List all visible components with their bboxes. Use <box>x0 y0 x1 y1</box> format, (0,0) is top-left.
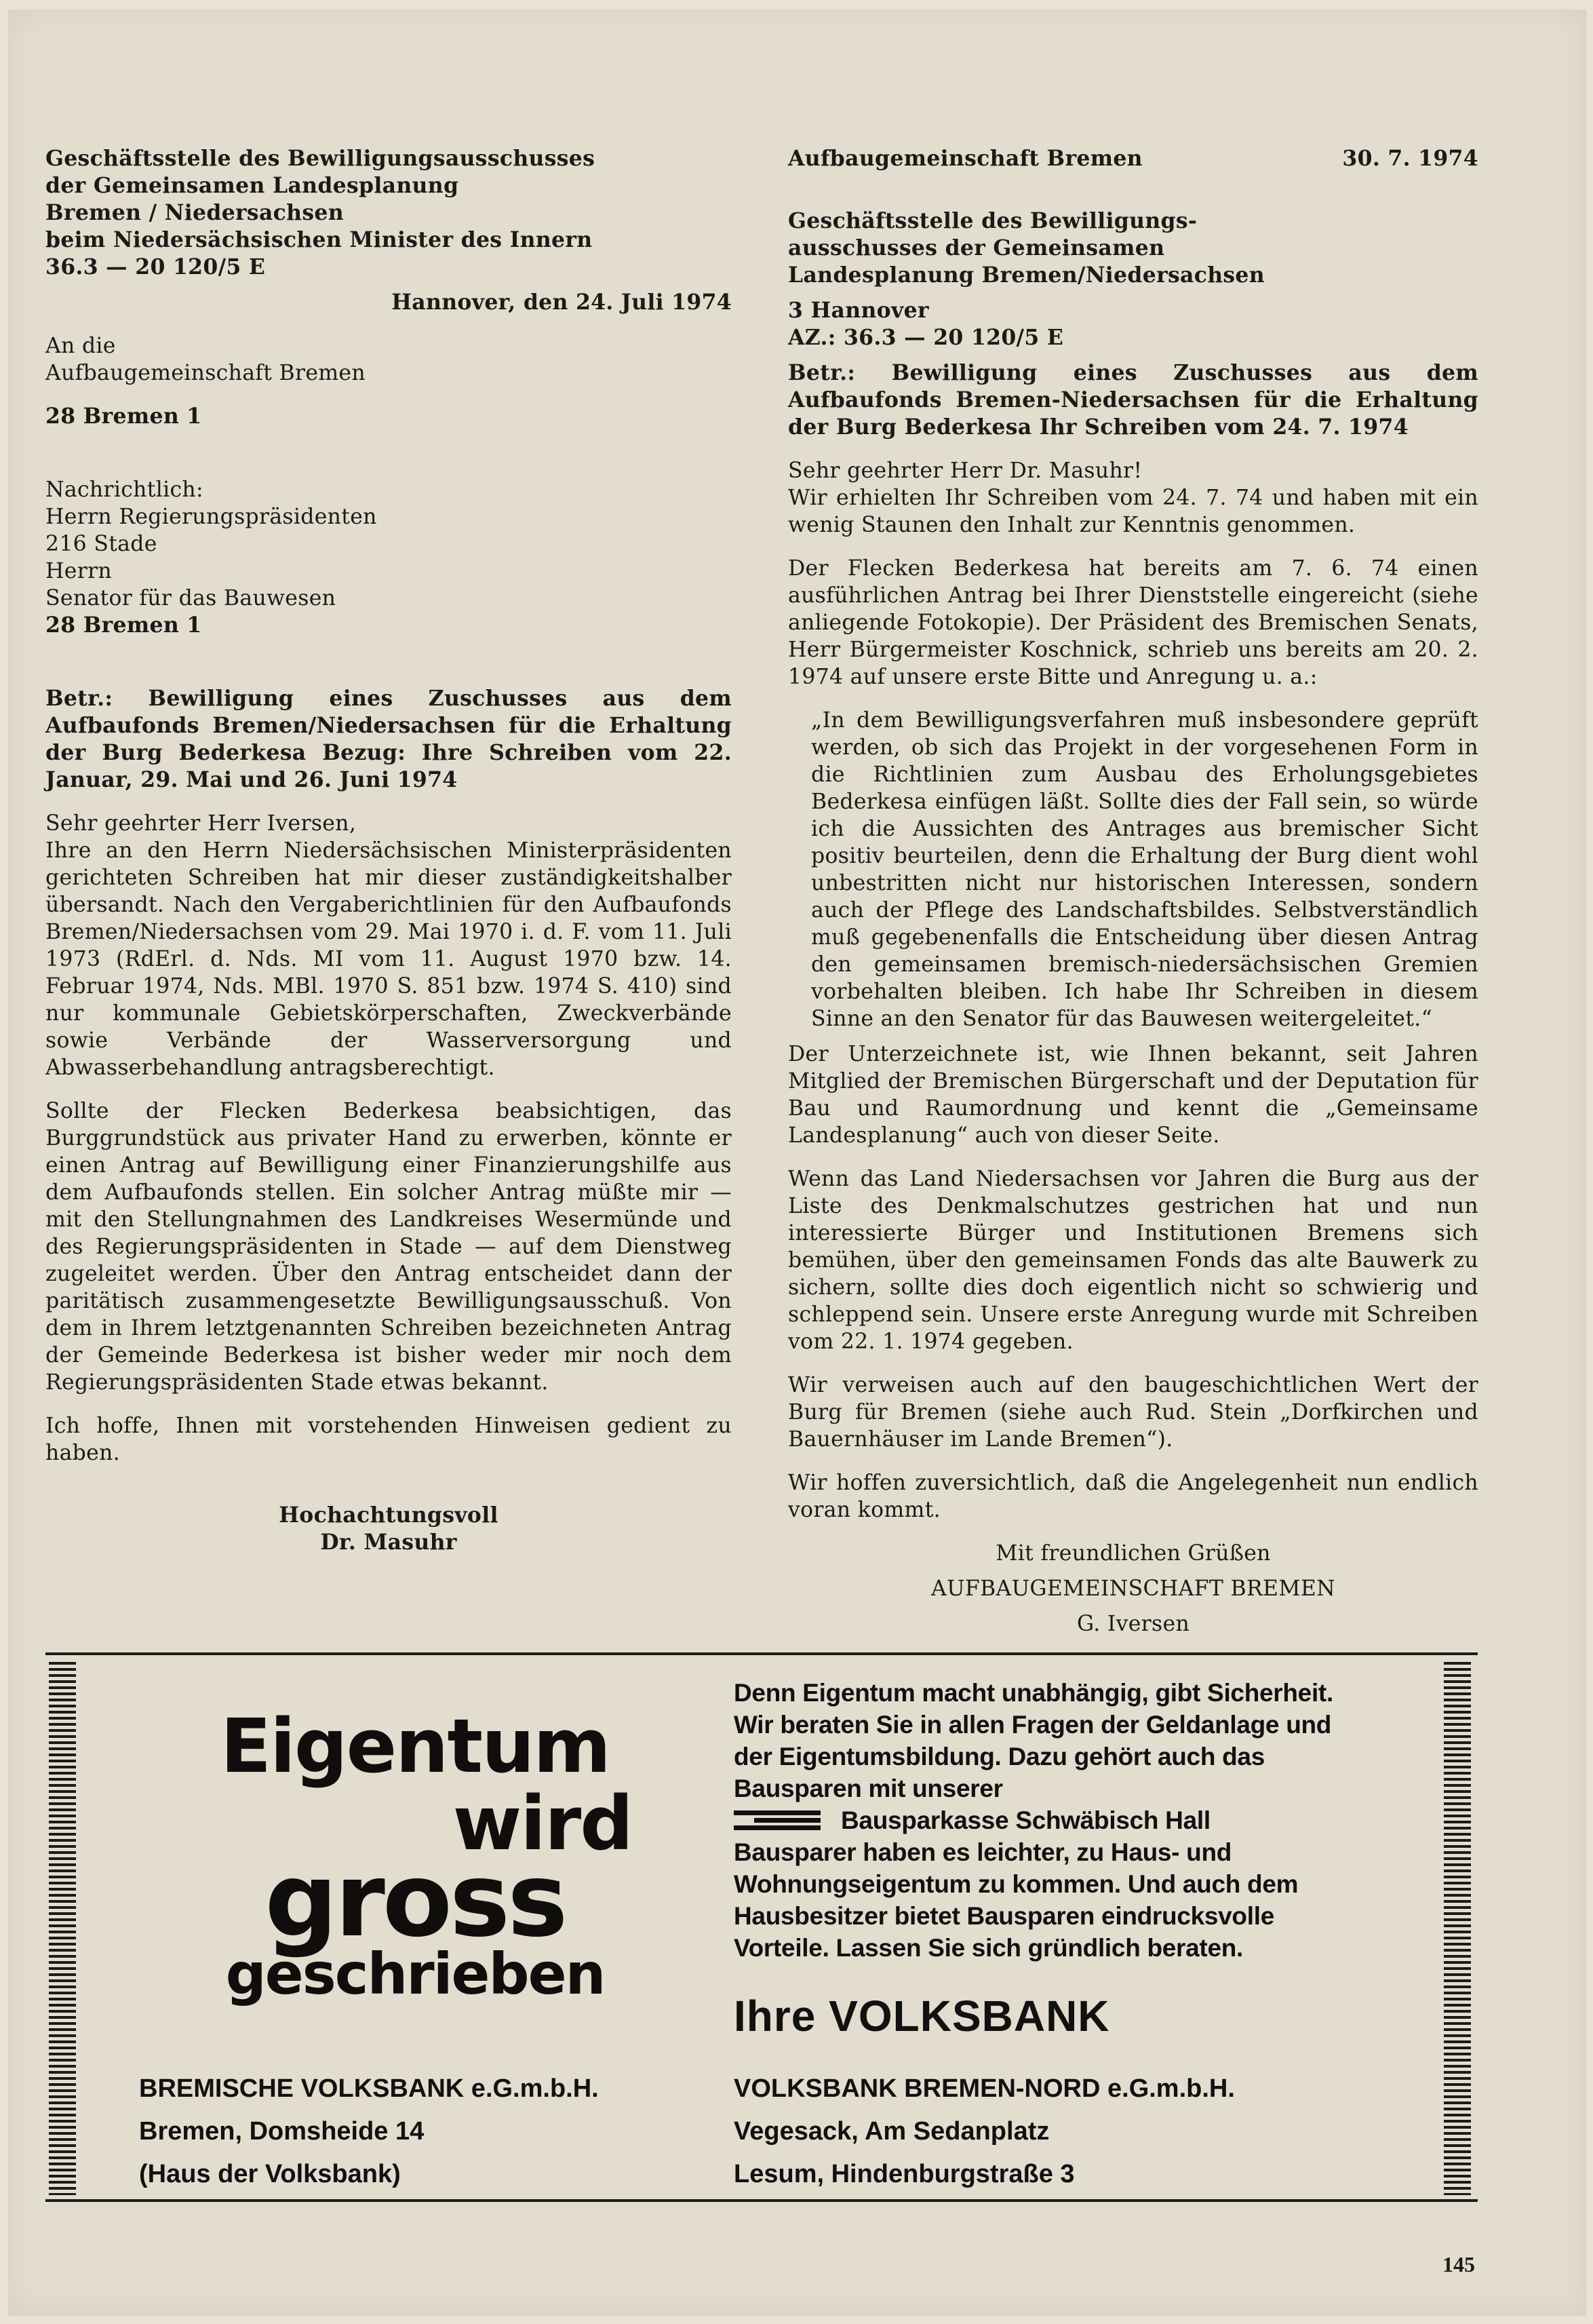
header-row <box>788 145 1478 172</box>
paragraph: Wir erhielten Ihr Schreiben vom 24. 7. 74 und haben mit ein wenig Staunen den Inhalt zur Kenntnis genommen. <box>788 486 1478 537</box>
bausparkasse-logo-icon <box>734 1809 821 1832</box>
recipient-city: 3 Hannover <box>788 298 929 323</box>
ad-copy-body: Bausparer haben es leichter, zu Haus- und Wohnungseigentum zu kommen. Und auch dem Hausbesitzer bietet Bausparen eindrucksvolle Vorteile. Lassen Sie sich gründlich beraten. <box>734 1838 1299 1962</box>
bausparkasse-name: Bausparkasse Schwäbisch Hall <box>841 1806 1211 1834</box>
cc-city: 28 Bremen 1 <box>45 613 202 638</box>
salutation: Sehr geehrter Herr Iversen, <box>45 811 357 836</box>
subject: Betr.: Bewilligung eines Zuschusses aus dem Aufbaufonds Bremen/Niedersachsen für die Erhaltung der Burg Bederkesa Bezug: Ihre Schreiben vom 22. Januar, 29. Mai und 26. Juni 1974 <box>45 686 732 792</box>
closing: Mit freundlichen Grüßen <box>996 1541 1271 1566</box>
address-line: VOLKSBANK BREMEN-NORD e.G.m.b.H. <box>734 2074 1235 2103</box>
cc-line: Herrn Regierungspräsidenten <box>45 505 377 529</box>
signature: Dr. Masuhr <box>320 1530 457 1555</box>
cc-block <box>45 476 732 639</box>
cc-line: 216 Stade <box>45 532 157 556</box>
recipient-line: ausschusses der Gemeinsamen <box>788 235 1165 260</box>
reference-number: 36.3 — 20 120/5 E <box>45 254 266 279</box>
bausparkasse-row <box>734 1804 1364 1836</box>
address-line: Vegesack, Am Sedanplatz <box>734 2117 1050 2146</box>
paragraph: Wenn das Land Niedersachsen vor Jahren die Burg aus der Liste des Denkmalschutzes gestrichen hat und nun interessierte Bürger und Institutionen Bremens sich bemühen, über den gemeinsamen Fonds das alte Bauwerk zu sichern, sollte dies doch eigentlich nicht so schwierig und schleppend sein. Unsere erste Anregung wurde mit Schreiben vom 22. 1. 1974 gegeben. <box>788 1167 1478 1354</box>
page-number: 145 <box>1442 2252 1475 2277</box>
sender-line: Geschäftsstelle des Bewilligungsausschusses <box>45 146 595 171</box>
paragraph: Wir verweisen auch auf den baugeschichtlichen Wert der Burg für Bremen (siehe auch Rud. Stein „Dorfkirchen und Bauernhäuser im Lande Bremen“). <box>788 1373 1478 1452</box>
paragraph: Sollte der Flecken Bederkesa beabsichtigen, das Burggrundstück aus privater Hand zu erwerben, könnte er einen Antrag auf Bewilligung einer Finanzierungshilfe aus dem Aufbaufonds stellen. Ein solcher Antrag müßte mir — mit den Stellungnahmen des Landkreises Wesermünde und des Regierungspräsidenten in Stade — auf dem Dienstweg zugeleitet werden. Über den Antrag entscheidet dann der paritätisch zusammengesetzte Bewilligungsausschuß. Von dem in Ihrem letztgenannten Schreiben bezeichneten Antrag der Gemeinde Bederkesa ist bisher weder mir noch dem Regierungspräsidenten Stade etwas bekannt. <box>45 1099 732 1395</box>
letter-right <box>788 145 1478 1638</box>
sender-line: Bremen / Niedersachsen <box>45 200 344 225</box>
magazine-page <box>8 9 1586 2316</box>
address-line: BREMISCHE VOLKSBANK e.G.m.b.H. <box>139 2074 599 2103</box>
quote: „In dem Bewilligungsverfahren muß insbesondere geprüft werden, ob sich das Projekt in der vorgesehenen Form in die Richtlinien zum Ausbau des Erholungsgebietes Bederkesa einfügen läßt. Sollte dies der Fall sein, so würde ich die Aussichten des Antrages aus bremischer Sicht positiv beurteilen, denn die Erhaltung der Burg dient wohl unbestritten nicht nur historischen Interessen, sondern auch der Pflege des Landschaftsbildes. Selbstverständlich muß gegebenenfalls die Entscheidung über diesen Antrag den gemeinsamen bremisch-niedersächsischen Gremien vorbehalten bleiben. Ich habe Ihr Schreiben in diesem Sinne an den Senator für das Bauwesen weitergeleitet.“ <box>811 708 1478 1031</box>
sender-block <box>45 145 732 281</box>
signature: G. Iversen <box>1076 1612 1190 1636</box>
cc-label: Nachrichtlich: <box>45 478 203 502</box>
date: 30. 7. 1974 <box>1342 146 1478 171</box>
ad-copy <box>734 1677 1364 1964</box>
slogan-line: Eigentum <box>220 1703 610 1789</box>
salutation: Sehr geehrter Herr Dr. Masuhr! <box>788 459 1143 483</box>
ad-top-rule <box>45 1652 1478 1655</box>
slogan-line: wird <box>452 1780 632 1867</box>
letter-left <box>45 145 732 1556</box>
paragraph: Der Unterzeichnete ist, wie Ihnen bekannt, seit Jahren Mitglied der Bremischen Bürgerschaft und der Deputation für Bau und Raumordnung und kennt die „Gemeinsame Landesplanung“ auch von dieser Seite. <box>788 1042 1478 1148</box>
recipient-city: 28 Bremen 1 <box>45 404 202 429</box>
ad-stripe-right <box>1444 1662 1471 2195</box>
reference-number: AZ.: 36.3 — 20 120/5 E <box>788 325 1064 350</box>
recipient-line: Geschäftsstelle des Bewilligungs- <box>788 208 1198 233</box>
sender: Aufbaugemeinschaft Bremen <box>788 146 1143 171</box>
sender-line: der Gemeinsamen Landesplanung <box>45 173 459 198</box>
cc-line: Senator für das Bauwesen <box>45 586 336 611</box>
subject: Betr.: Bewilligung eines Zuschusses aus dem Aufbaufonds Bremen-Niedersachsen für die Erhaltung der Burg Bederkesa Ihr Schreiben vom 24. 7. 1974 <box>788 360 1478 440</box>
address-line: Bremen, Domsheide 14 <box>139 2117 425 2146</box>
closing: Hochachtungsvoll <box>279 1503 498 1528</box>
organization: AUFBAUGEMEINSCHAFT BREMEN <box>931 1576 1335 1601</box>
recipient-block <box>788 208 1478 351</box>
address-line: (Haus der Volksbank) <box>139 2160 401 2188</box>
recipient-line: Landesplanung Bremen/Niedersachsen <box>788 263 1265 288</box>
paragraph: Ihre an den Herrn Niedersächsischen Ministerpräsidenten gerichteten Schreiben hat mir dieser zuständigkeitshalber übersandt. Nach den Vergaberichtlinien für den Aufbaufonds Bremen/Niedersachsen vom 29. Mai 1970 i. d. F. vom 11. Juli 1973 (RdErl. d. Nds. MI vom 11. August 1970 bzw. 14. Februar 1974, Nds. MBl. 1970 S. 851 bzw. 1974 S. 410) sind nur kommunale Gebietskörperschaften, Zweckverbände sowie Verbände der Wasserversorgung und Abwasserbehandlung antragsberechtigt. <box>45 838 732 1080</box>
ad-slogan <box>184 1705 646 2007</box>
recipient-block <box>45 332 732 430</box>
slogan-line: geschrieben <box>225 1941 605 2007</box>
sender-line: beim Niedersächsischen Minister des Innern <box>45 227 593 252</box>
paragraph: Der Flecken Bederkesa hat bereits am 7. 6. 74 einen ausführlichen Antrag bei Ihrer Dienststelle eingereicht (siehe anliegende Fotokopie). Der Präsident des Bremischen Senats, Herr Bürgermeister Koschnick, schrieb uns bereits am 20. 2. 1974 auf unsere erste Bitte und Anregung u. a.: <box>788 556 1478 689</box>
cc-line: Herrn <box>45 559 113 583</box>
ad-bottom-rule <box>45 2199 1478 2202</box>
ad-brand: Ihre VOLKSBANK <box>734 1992 1110 2040</box>
ad-address-left <box>139 2068 599 2196</box>
recipient-line: An die <box>45 334 116 358</box>
recipient-line: Aufbaugemeinschaft Bremen <box>45 361 366 385</box>
ad-copy-intro: Denn Eigentum macht unabhängig, gibt Sicherheit. Wir beraten Sie in allen Fragen der Geldanlage und der Eigentumsbildung. Dazu gehört auch das Bausparen mit unserer <box>734 1679 1333 1802</box>
ad-stripe-left <box>49 1662 76 2195</box>
paragraph: Wir hoffen zuversichtlich, daß die Angelegenheit nun endlich voran kommt. <box>788 1471 1478 1522</box>
place-date: Hannover, den 24. Juli 1974 <box>391 290 732 315</box>
ad-address-right <box>734 2068 1235 2196</box>
slogan-line: gross <box>264 1842 566 1960</box>
address-line: Lesum, Hindenburgstraße 3 <box>734 2160 1075 2188</box>
paragraph: Ich hoffe, Ihnen mit vorstehenden Hinweisen gedient zu haben. <box>45 1414 732 1465</box>
